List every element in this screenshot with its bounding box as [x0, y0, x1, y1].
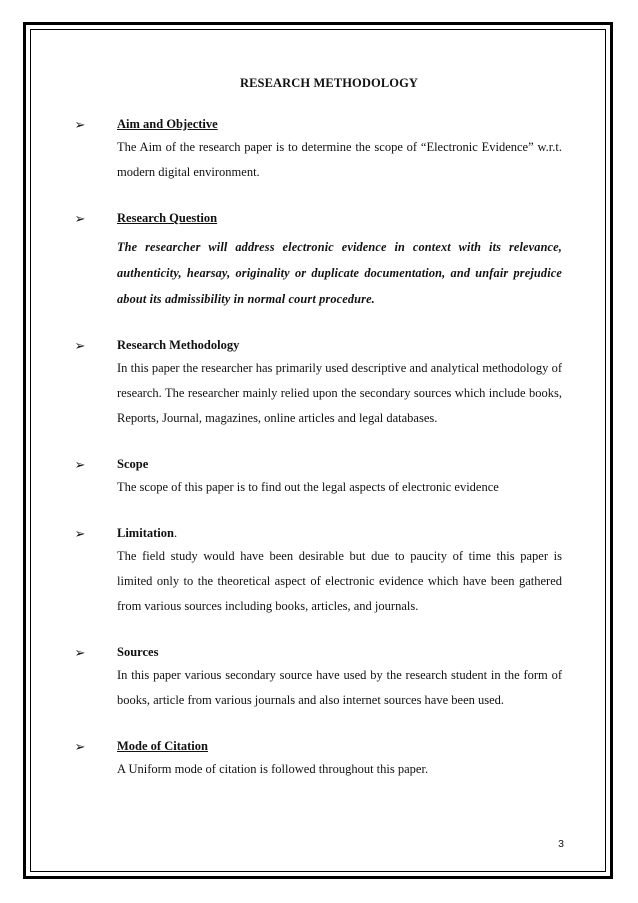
section-text: The scope of this paper is to find out the legal aspects of electronic evidence [117, 480, 499, 494]
section-heading: Mode of Citation [117, 739, 208, 753]
section-research-question [74, 209, 562, 312]
page-number: 3 [558, 838, 564, 850]
page-title: RESEARCH METHODOLOGY [239, 76, 419, 90]
document-body [74, 76, 562, 806]
section-scope [74, 455, 562, 500]
section-heading: Research Methodology [117, 338, 240, 352]
section-mode-of-citation [74, 737, 562, 782]
section-aim [74, 115, 562, 185]
section-heading: Sources [117, 645, 159, 659]
section-research-methodology [74, 336, 562, 431]
arrow-bullet-icon: ➢ [74, 211, 86, 226]
section-text: In this paper the researcher has primarily used descriptive and analytical methodology of research. The researcher mainly relied upon the secondary sources which include books, Reports, Journal, magazines, online articles and legal databases. [117, 361, 562, 425]
section-text: A Uniform mode of citation is followed throughout this paper. [117, 762, 429, 776]
section-heading: Aim and Objective [117, 117, 218, 131]
section-heading-label: Limitation [117, 526, 174, 540]
section-heading [117, 524, 562, 543]
section-heading: Scope [117, 457, 149, 471]
arrow-bullet-icon: ➢ [74, 526, 86, 541]
section-text: The Aim of the research paper is to determine the scope of “Electronic Evidence” w.r.t. modern digital environment. [117, 140, 562, 179]
section-text: The researcher will address electronic evidence in context with its relevance, authenticity, hearsay, originality or duplicate documentation, and unfair prejudice about its admissibility in normal court procedure. [117, 240, 562, 306]
arrow-bullet-icon: ➢ [74, 645, 86, 660]
arrow-bullet-icon: ➢ [74, 117, 86, 132]
arrow-bullet-icon: ➢ [74, 338, 86, 353]
section-text: In this paper various secondary source have used by the research student in the form of books, article from various journals and also internet sources have been used. [117, 668, 562, 707]
section-sources [74, 643, 562, 713]
arrow-bullet-icon: ➢ [74, 739, 86, 754]
arrow-bullet-icon: ➢ [74, 457, 86, 472]
section-limitation [74, 524, 562, 619]
heading-period: . [173, 526, 178, 540]
section-heading: Research Question [117, 211, 218, 225]
section-text: The field study would have been desirable but due to paucity of time this paper is limited only to the theoretical aspect of electronic evidence which have been gathered from various sources including books, articles, and journals. [117, 549, 562, 613]
